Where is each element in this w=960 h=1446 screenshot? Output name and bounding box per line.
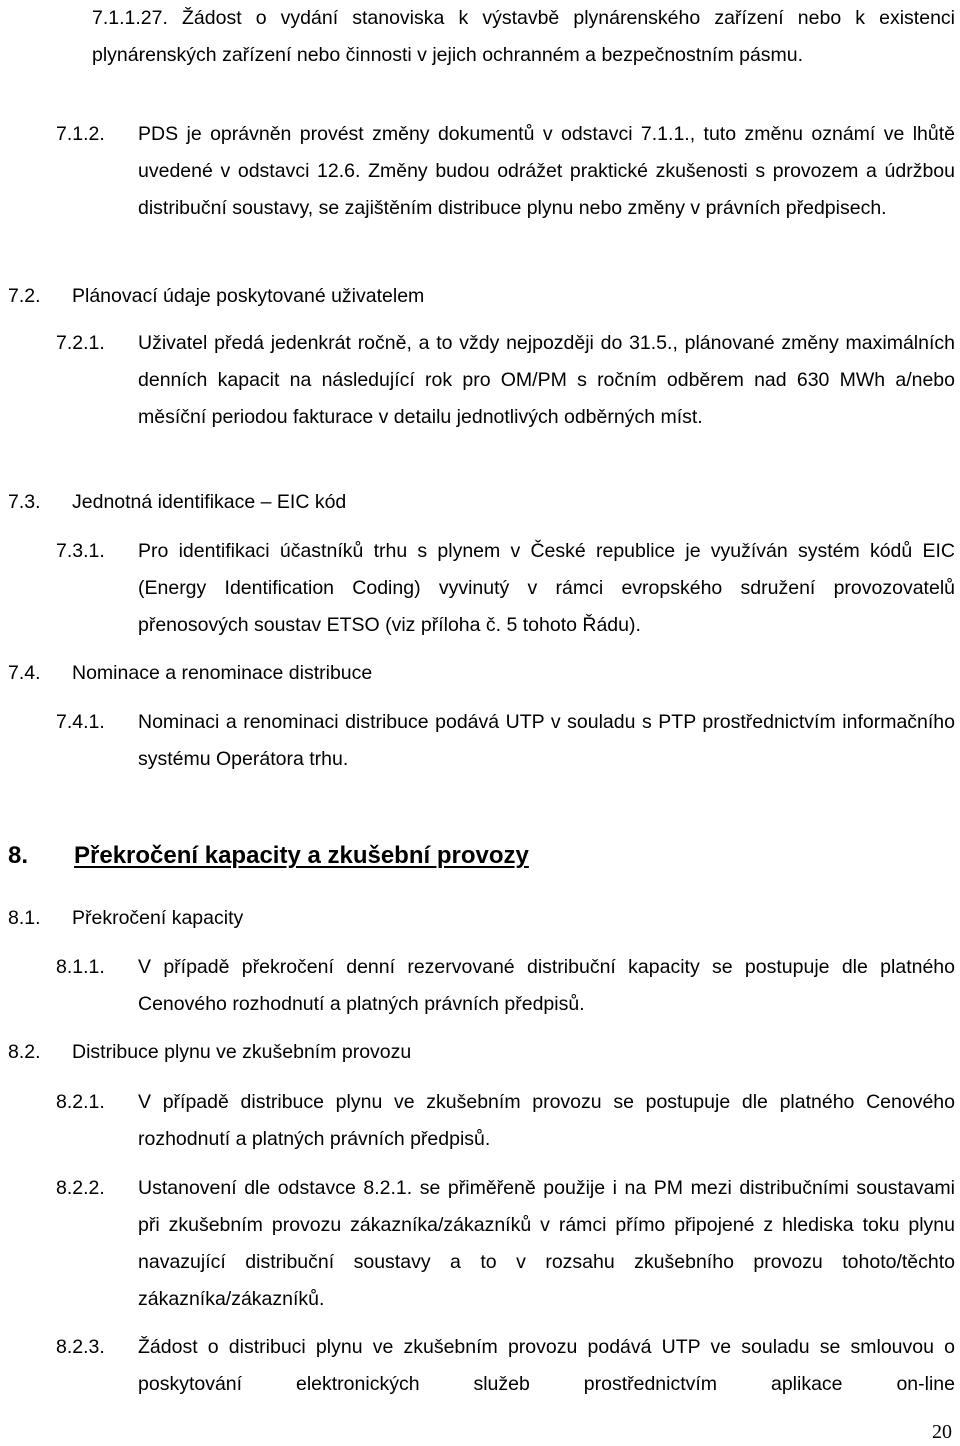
- paragraph-text: Žádost o distribuci plynu ve zkušebním provozu podává UTP ve souladu se smlouvou o poskytování elektronických služeb prostřednictvím aplikace on-line: [138, 1336, 955, 1395]
- paragraph-8-1-1: [56, 949, 955, 1023]
- paragraph-7-4-1: [56, 704, 955, 778]
- section-heading-8-1: [8, 900, 243, 937]
- chapter-title: Překročení kapacity a zkušební provozy: [74, 842, 529, 869]
- paragraph-text: Uživatel předá jedenkrát ročně, a to vždy nejpozději do 31.5., plánované změny maximálních denních kapacit na následující rok pro OM/PM s ročním odběrem nad 630 MWh a/nebo měsíční periodou fakturace v detailu jednotlivých odběrných míst.: [138, 332, 955, 428]
- chapter-heading: [8, 838, 529, 874]
- section-number: 8.1.: [8, 907, 41, 929]
- paragraph-7-3-1: [56, 533, 955, 644]
- paragraph-text: V případě překročení denní rezervované distribuční kapacity se postupuje dle platného Cenového rozhodnutí a platných právních předpisů.: [138, 956, 955, 1015]
- section-number: 7.3.: [8, 491, 41, 513]
- paragraph-text: Nominaci a renominaci distribuce podává UTP v souladu s PTP prostřednictvím informačního systému Operátora trhu.: [138, 711, 955, 770]
- paragraph-text: V případě distribuce plynu ve zkušebním provozu se postupuje dle platného Cenového rozhodnutí a platných právních předpisů.: [138, 1091, 955, 1150]
- paragraph-number: 7.1.2.: [56, 123, 105, 145]
- section-title: Distribuce plynu ve zkušebním provozu: [72, 1041, 412, 1063]
- paragraph-number: 8.2.2.: [56, 1177, 105, 1199]
- paragraph-8-2-2: [56, 1170, 955, 1318]
- section-number: 8.2.: [8, 1041, 41, 1063]
- chapter-number: 8.: [8, 842, 29, 869]
- section-heading-7-4: [8, 655, 372, 692]
- section-heading-8-2: [8, 1034, 411, 1071]
- paragraph-7-1-1-27: [92, 0, 955, 74]
- paragraph-number: 8.2.1.: [56, 1091, 105, 1113]
- section-title: Jednotná identifikace – EIC kód: [72, 491, 347, 513]
- paragraph-number: 7.2.1.: [56, 332, 105, 354]
- paragraph-7-1-2: [56, 116, 955, 227]
- paragraph-number: 7.3.1.: [56, 540, 105, 562]
- paragraph-text: Ustanovení dle odstavce 8.2.1. se přiměřeně použije i na PM mezi distribučními soustavami při zkušebním provozu zákazníka/zákazníků v rámci přímo připojené z hlediska toku plynu navazující distribuční soustavy a to v rozsahu zkušebního provozu tohoto/těchto zákazníka/zákazníků.: [138, 1177, 955, 1310]
- paragraph-text: PDS je oprávněn provést změny dokumentů v odstavci 7.1.1., tuto změnu oznámí ve lhůtě uvedené v odstavci 12.6. Změny budou odrážet praktické zkušenosti s provozem a údržbou distribuční soustavy, se zajištěním distribuce plynu nebo změny v právních předpisech.: [138, 123, 955, 219]
- paragraph-7-2-1: [56, 325, 955, 436]
- section-title: Plánovací údaje poskytované uživatelem: [72, 285, 425, 307]
- section-title: Nominace a renominace distribuce: [72, 662, 373, 684]
- paragraph-number: 8.1.1.: [56, 956, 105, 978]
- page-number: 20: [932, 1421, 952, 1443]
- paragraph-8-2-3: [56, 1329, 955, 1403]
- paragraph-number: 8.2.3.: [56, 1336, 105, 1358]
- paragraph-number: 7.1.1.27.: [92, 7, 168, 29]
- paragraph-number: 7.4.1.: [56, 711, 105, 733]
- section-number: 7.4.: [8, 662, 41, 684]
- section-heading-7-2: [8, 278, 424, 315]
- paragraph-text: Pro identifikaci účastníků trhu s plynem v České republice je využíván systém kódů EIC (Energy Identification Coding) vyvinutý v rámci evropského sdružení provozovatelů přenosových soustav ETSO (viz příloha č. 5 tohoto Řádu).: [138, 540, 955, 636]
- paragraph-8-2-1: [56, 1084, 955, 1158]
- section-title: Překročení kapacity: [72, 907, 244, 929]
- paragraph-text: Žádost o vydání stanoviska k výstavbě plynárenského zařízení nebo k existenci plynárenských zařízení nebo činnosti v jejich ochranném a bezpečnostním pásmu.: [92, 7, 955, 66]
- section-heading-7-3: [8, 484, 346, 521]
- section-number: 7.2.: [8, 285, 41, 307]
